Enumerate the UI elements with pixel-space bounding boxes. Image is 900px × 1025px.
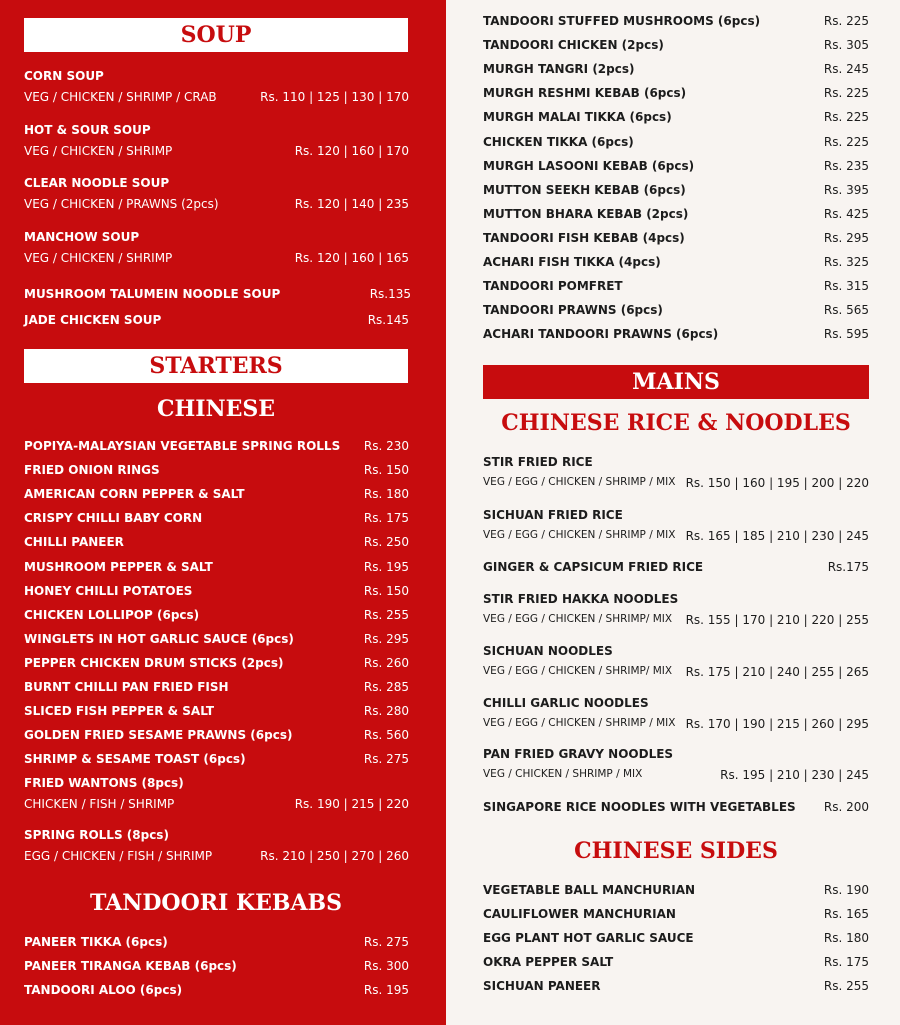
item-price: Rs.175	[827, 560, 869, 574]
item-price: Rs. 150	[363, 463, 409, 478]
item-name: TANDOORI STUFFED MUSHROOMS (6pcs)	[483, 14, 761, 28]
menu-item	[483, 644, 869, 662]
item-price: Rs. 425	[823, 206, 869, 221]
item-name: CLEAR NOODLE SOUP	[24, 176, 170, 190]
menu-item	[483, 907, 869, 925]
menu-variants	[24, 251, 409, 269]
item-name: SINGAPORE RICE NOODLES WITH VEGETABLES	[483, 800, 796, 814]
item-name: SPRING ROLLS (8pcs)	[24, 828, 169, 842]
item-name: MURGH RESHMI KEBAB (6pcs)	[483, 86, 687, 101]
menu-item	[24, 828, 409, 846]
item-name: VEGETABLE BALL MANCHURIAN	[483, 883, 696, 897]
menu-item	[24, 584, 409, 602]
item-price: Rs. 250	[363, 535, 409, 550]
menu-item	[24, 463, 409, 481]
menu-item	[483, 455, 869, 473]
item-price: Rs. 110 | 125 | 130 | 170	[260, 90, 409, 104]
item-variants: CHICKEN / FISH / SHRIMP	[24, 797, 175, 811]
item-name: HONEY CHILLI POTATOES	[24, 583, 193, 598]
menu-item	[24, 983, 409, 1001]
menu-variants	[483, 665, 869, 683]
tandoori-heading: TANDOORI KEBABS	[89, 890, 343, 916]
menu-variants	[483, 768, 869, 786]
menu-item	[483, 62, 869, 80]
menu-item	[24, 230, 409, 248]
item-name: BURNT CHILLI PAN FRIED FISH	[24, 680, 229, 694]
menu-item	[483, 110, 869, 128]
menu-item	[483, 696, 869, 714]
item-name: CHILLI GARLIC NOODLES	[483, 696, 649, 710]
item-name: ACHARI FISH TIKKA (4pcs)	[483, 255, 661, 269]
item-price: Rs. 300	[363, 959, 409, 973]
item-price: Rs. 170 | 190 | 215 | 260 | 295	[685, 717, 869, 731]
item-price: Rs. 210 | 250 | 270 | 260	[260, 849, 409, 863]
menu-item	[483, 979, 869, 997]
item-price: Rs. 190 | 215 | 220	[294, 797, 409, 811]
item-name: MURGH MALAI TIKKA (6pcs)	[483, 110, 672, 125]
soup-heading: SOUP	[24, 18, 408, 52]
item-variants: VEG / CHICKEN / SHRIMP	[24, 251, 173, 265]
item-name: CRISPY CHILLI BABY CORN	[24, 511, 203, 526]
item-name: JADE CHICKEN SOUP	[24, 313, 162, 327]
item-name: PANEER TIKKA (6pcs)	[24, 935, 168, 949]
item-name: ACHARI TANDOORI PRAWNS (6pcs)	[483, 327, 719, 342]
menu-item	[483, 800, 869, 818]
item-name: MUSHROOM PEPPER & SALT	[24, 559, 213, 574]
item-price: Rs. 120 | 160 | 165	[294, 251, 409, 265]
item-price: Rs. 190	[823, 883, 869, 897]
item-name: CAULIFLOWER MANCHURIAN	[483, 907, 676, 922]
item-price: Rs. 195	[363, 983, 409, 997]
menu-item	[24, 704, 409, 722]
menu-item	[483, 931, 869, 949]
item-price: Rs. 175	[363, 511, 409, 526]
item-price: Rs. 120 | 140 | 235	[294, 197, 409, 211]
item-price: Rs. 260	[363, 655, 409, 670]
menu-item	[483, 183, 869, 201]
chinese-sides-heading: CHINESE SIDES	[574, 838, 778, 864]
menu-item	[24, 776, 409, 794]
item-price: Rs. 560	[363, 728, 409, 743]
item-name: MUTTON SEEKH KEBAB (6pcs)	[483, 182, 686, 197]
item-name: CHILLI PANEER	[24, 535, 124, 550]
item-variants: VEG / EGG / CHICKEN / SHRIMP / MIX	[483, 476, 676, 488]
item-price: Rs. 165 | 185 | 210 | 230 | 245	[685, 529, 869, 543]
item-variants: VEG / EGG / CHICKEN / SHRIMP/ MIX	[483, 613, 673, 625]
item-price: Rs. 150	[363, 583, 409, 598]
item-price: Rs. 595	[823, 327, 869, 342]
item-price: Rs. 235	[823, 158, 869, 173]
menu-variants	[483, 717, 869, 735]
item-variants: VEG / EGG / CHICKEN / SHRIMP/ MIX	[483, 665, 673, 677]
item-price: Rs. 225	[823, 14, 869, 28]
item-price: Rs. 280	[363, 704, 409, 719]
menu-item	[24, 935, 409, 953]
menu-item	[24, 439, 409, 457]
item-variants: VEG / CHICKEN / SHRIMP	[24, 144, 173, 158]
item-name: SICHUAN PANEER	[483, 979, 601, 994]
menu-item	[24, 511, 409, 529]
item-price: Rs. 325	[823, 255, 869, 269]
menu-item	[24, 69, 409, 87]
item-variants: EGG / CHICKEN / FISH / SHRIMP	[24, 849, 213, 863]
item-price: Rs. 245	[823, 62, 869, 77]
rice-noodles-heading: CHINESE RICE & NOODLES	[501, 410, 851, 436]
item-price: Rs. 180	[363, 487, 409, 502]
menu-variants	[24, 797, 409, 815]
item-price: Rs. 395	[823, 182, 869, 197]
item-price: Rs. 195 | 210 | 230 | 245	[720, 768, 869, 782]
item-variants: VEG / CHICKEN / PRAWNS (2pcs)	[24, 197, 219, 211]
menu-item	[483, 135, 869, 153]
item-price: Rs. 225	[823, 110, 869, 125]
menu-item	[483, 207, 869, 225]
item-price: Rs. 150 | 160 | 195 | 200 | 220	[685, 476, 869, 490]
menu-item	[24, 728, 409, 746]
menu-variants	[24, 849, 409, 867]
menu-item	[483, 327, 869, 345]
item-name: HOT & SOUR SOUP	[24, 123, 151, 137]
item-name: MURGH LASOONI KEBAB (6pcs)	[483, 158, 695, 173]
menu-variants	[483, 613, 869, 631]
menu-item	[483, 255, 869, 273]
item-name: FRIED ONION RINGS	[24, 463, 160, 478]
item-name: FRIED WANTONS (8pcs)	[24, 776, 184, 790]
chinese-heading: CHINESE	[156, 396, 276, 422]
menu-item	[24, 287, 411, 305]
menu-item	[24, 313, 409, 331]
mains-heading: MAINS	[483, 365, 869, 399]
item-name: MUTTON BHARA KEBAB (2pcs)	[483, 206, 689, 221]
item-price: Rs. 275	[363, 752, 409, 767]
menu-variants	[24, 144, 409, 162]
item-price: Rs. 195	[363, 559, 409, 574]
item-name: TANDOORI CHICKEN (2pcs)	[483, 38, 664, 53]
menu-item	[483, 231, 869, 249]
left-panel	[0, 0, 446, 1025]
menu-item	[483, 14, 869, 32]
menu-variants	[483, 529, 869, 547]
item-name: SICHUAN NOODLES	[483, 644, 613, 658]
item-name: PAN FRIED GRAVY NOODLES	[483, 747, 674, 761]
item-name: PEPPER CHICKEN DRUM STICKS (2pcs)	[24, 655, 284, 670]
item-name: TANDOORI POMFRET	[483, 279, 623, 294]
menu-item	[483, 747, 869, 765]
item-name: TANDOORI FISH KEBAB (4pcs)	[483, 230, 685, 245]
menu-variants	[483, 476, 869, 494]
menu-item	[24, 959, 409, 977]
item-name: SICHUAN FRIED RICE	[483, 508, 623, 522]
menu-item	[483, 508, 869, 526]
menu-item	[483, 955, 869, 973]
item-price: Rs. 295	[823, 230, 869, 245]
item-name: TANDOORI PRAWNS (6pcs)	[483, 303, 663, 318]
menu-item	[483, 303, 869, 321]
item-name: POPIYA-MALAYSIAN VEGETABLE SPRING ROLLS	[24, 439, 341, 453]
item-name: AMERICAN CORN PEPPER & SALT	[24, 487, 245, 502]
item-price: Rs. 285	[363, 680, 409, 694]
item-price: Rs. 255	[363, 607, 409, 622]
item-name: MUSHROOM TALUMEIN NOODLE SOUP	[24, 287, 281, 301]
item-price: Rs. 165	[823, 907, 869, 922]
item-name: CHICKEN LOLLIPOP (6pcs)	[24, 607, 200, 622]
menu-item	[483, 86, 869, 104]
menu-item	[483, 159, 869, 177]
menu-item	[483, 883, 869, 901]
item-name: CHICKEN TIKKA (6pcs)	[483, 134, 634, 149]
right-panel	[446, 0, 900, 1025]
menu-item	[24, 608, 409, 626]
menu-item	[24, 656, 409, 674]
item-name: WINGLETS IN HOT GARLIC SAUCE (6pcs)	[24, 631, 294, 646]
item-price: Rs. 180	[823, 931, 869, 946]
item-price: Rs. 255	[823, 979, 869, 994]
item-variants: VEG / EGG / CHICKEN / SHRIMP / MIX	[483, 717, 676, 729]
item-name: STIR FRIED RICE	[483, 455, 593, 469]
item-price: Rs.135	[369, 287, 411, 301]
menu-item	[483, 38, 869, 56]
item-name: MURGH TANGRI (2pcs)	[483, 62, 635, 77]
item-name: GOLDEN FRIED SESAME PRAWNS (6pcs)	[24, 728, 293, 743]
item-price: Rs. 305	[823, 38, 869, 53]
item-variants: VEG / CHICKEN / SHRIMP / MIX	[483, 768, 643, 780]
item-name: EGG PLANT HOT GARLIC SAUCE	[483, 931, 694, 946]
item-name: PANEER TIRANGA KEBAB (6pcs)	[24, 959, 237, 973]
item-name: STIR FRIED HAKKA NOODLES	[483, 592, 679, 606]
menu-item	[24, 752, 409, 770]
item-name: SHRIMP & SESAME TOAST (6pcs)	[24, 752, 246, 767]
item-name: GINGER & CAPSICUM FRIED RICE	[483, 560, 704, 574]
item-variants: VEG / EGG / CHICKEN / SHRIMP / MIX	[483, 529, 676, 541]
item-price: Rs. 565	[823, 303, 869, 318]
menu-item	[483, 592, 869, 610]
menu-item	[24, 535, 409, 553]
item-price: Rs. 275	[363, 935, 409, 949]
item-price: Rs. 120 | 160 | 170	[294, 144, 409, 158]
item-price: Rs.145	[367, 313, 409, 327]
item-name: MANCHOW SOUP	[24, 230, 140, 244]
item-name: OKRA PEPPER SALT	[483, 955, 614, 970]
menu-item	[24, 560, 409, 578]
item-price: Rs. 295	[363, 631, 409, 646]
item-price: Rs. 175 | 210 | 240 | 255 | 265	[685, 665, 869, 679]
item-name: TANDOORI ALOO (6pcs)	[24, 983, 183, 997]
menu-item	[483, 560, 869, 578]
item-price: Rs. 200	[823, 800, 869, 814]
menu-item	[483, 279, 869, 297]
menu-item	[24, 632, 409, 650]
menu-item	[24, 176, 409, 194]
menu-item	[24, 487, 409, 505]
menu-item	[24, 680, 409, 698]
item-price: Rs. 230	[363, 439, 409, 453]
item-name: SLICED FISH PEPPER & SALT	[24, 704, 215, 719]
item-name: CORN SOUP	[24, 69, 104, 83]
item-price: Rs. 155 | 170 | 210 | 220 | 255	[685, 613, 869, 627]
item-price: Rs. 225	[823, 134, 869, 149]
item-price: Rs. 315	[823, 279, 869, 294]
menu-item	[24, 123, 409, 141]
item-price: Rs. 225	[823, 86, 869, 101]
item-variants: VEG / CHICKEN / SHRIMP / CRAB	[24, 90, 217, 104]
item-price: Rs. 175	[823, 955, 869, 970]
menu-variants	[24, 90, 409, 108]
menu-variants	[24, 197, 409, 215]
starters-heading: STARTERS	[24, 349, 408, 383]
